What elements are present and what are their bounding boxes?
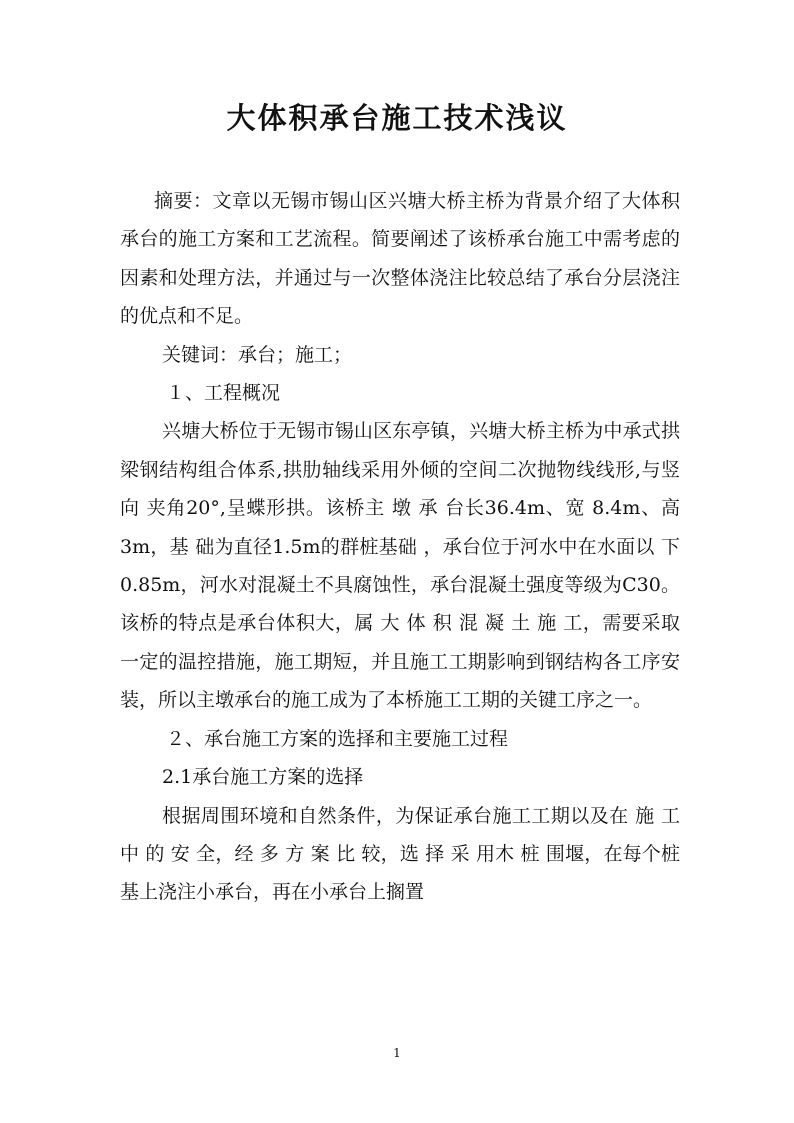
abstract-paragraph: 摘要：文章以无锡市锡山区兴塘大桥主桥为背景介绍了大体积承台的施工方案和工艺流程。简要阐述了该桥承台施工中需考虑的因素和处理方法，并通过与一次整体浇注比较总结了承台分层浇注的优点和不足。 — [120, 190, 680, 328]
section-1-paragraph: 兴塘大桥位于无锡市锡山区东亭镇，兴塘大桥主桥为中承式拱梁钢结构组合体系,拱肋轴线采用外倾的空间二次抛物线线形,与竖向 夹角20°,呈蝶形拱。该桥主 墩 承 台长36.4m、宽 8.4m、高3m，基 础为直径1.5m的群桩基础 ，承台位于河水中在水面以 下0.85m，河水对混凝土不具腐蚀性，承台混凝土强度等级为C30。该桥的特点是承台体积大，属 大 体 积 混 凝 土 施 工，需要采取一定的温控措施，施工期短，并且施工工期影响到钢结构各工序安装，所以主墩承台的施工成为了本桥施工工期的关键工序之一。 — [120, 420, 680, 712]
section-1-heading: １、工程概况 — [166, 382, 281, 405]
section-2-1-heading: 2.1承台施工方案的选择 — [162, 766, 364, 789]
section-2-1-paragraph: 根据周围环境和自然条件，为保证承台施工工期以及在 施 工 中 的 安 全，经 多 方 案 比 较，选 择 采 用木 桩 围堰，在每个桩基上浇注小承台，再在小承台上搁置 — [120, 804, 680, 904]
document-body — [120, 182, 680, 912]
keywords-line: 关键词：承台；施工； — [162, 343, 353, 366]
section-2-heading: ２、承台施工方案的选择和主要施工过程 — [166, 727, 509, 750]
document-title: 大体积承台施工技术浅议 — [226, 101, 568, 135]
page-number: 1 — [393, 1046, 401, 1060]
